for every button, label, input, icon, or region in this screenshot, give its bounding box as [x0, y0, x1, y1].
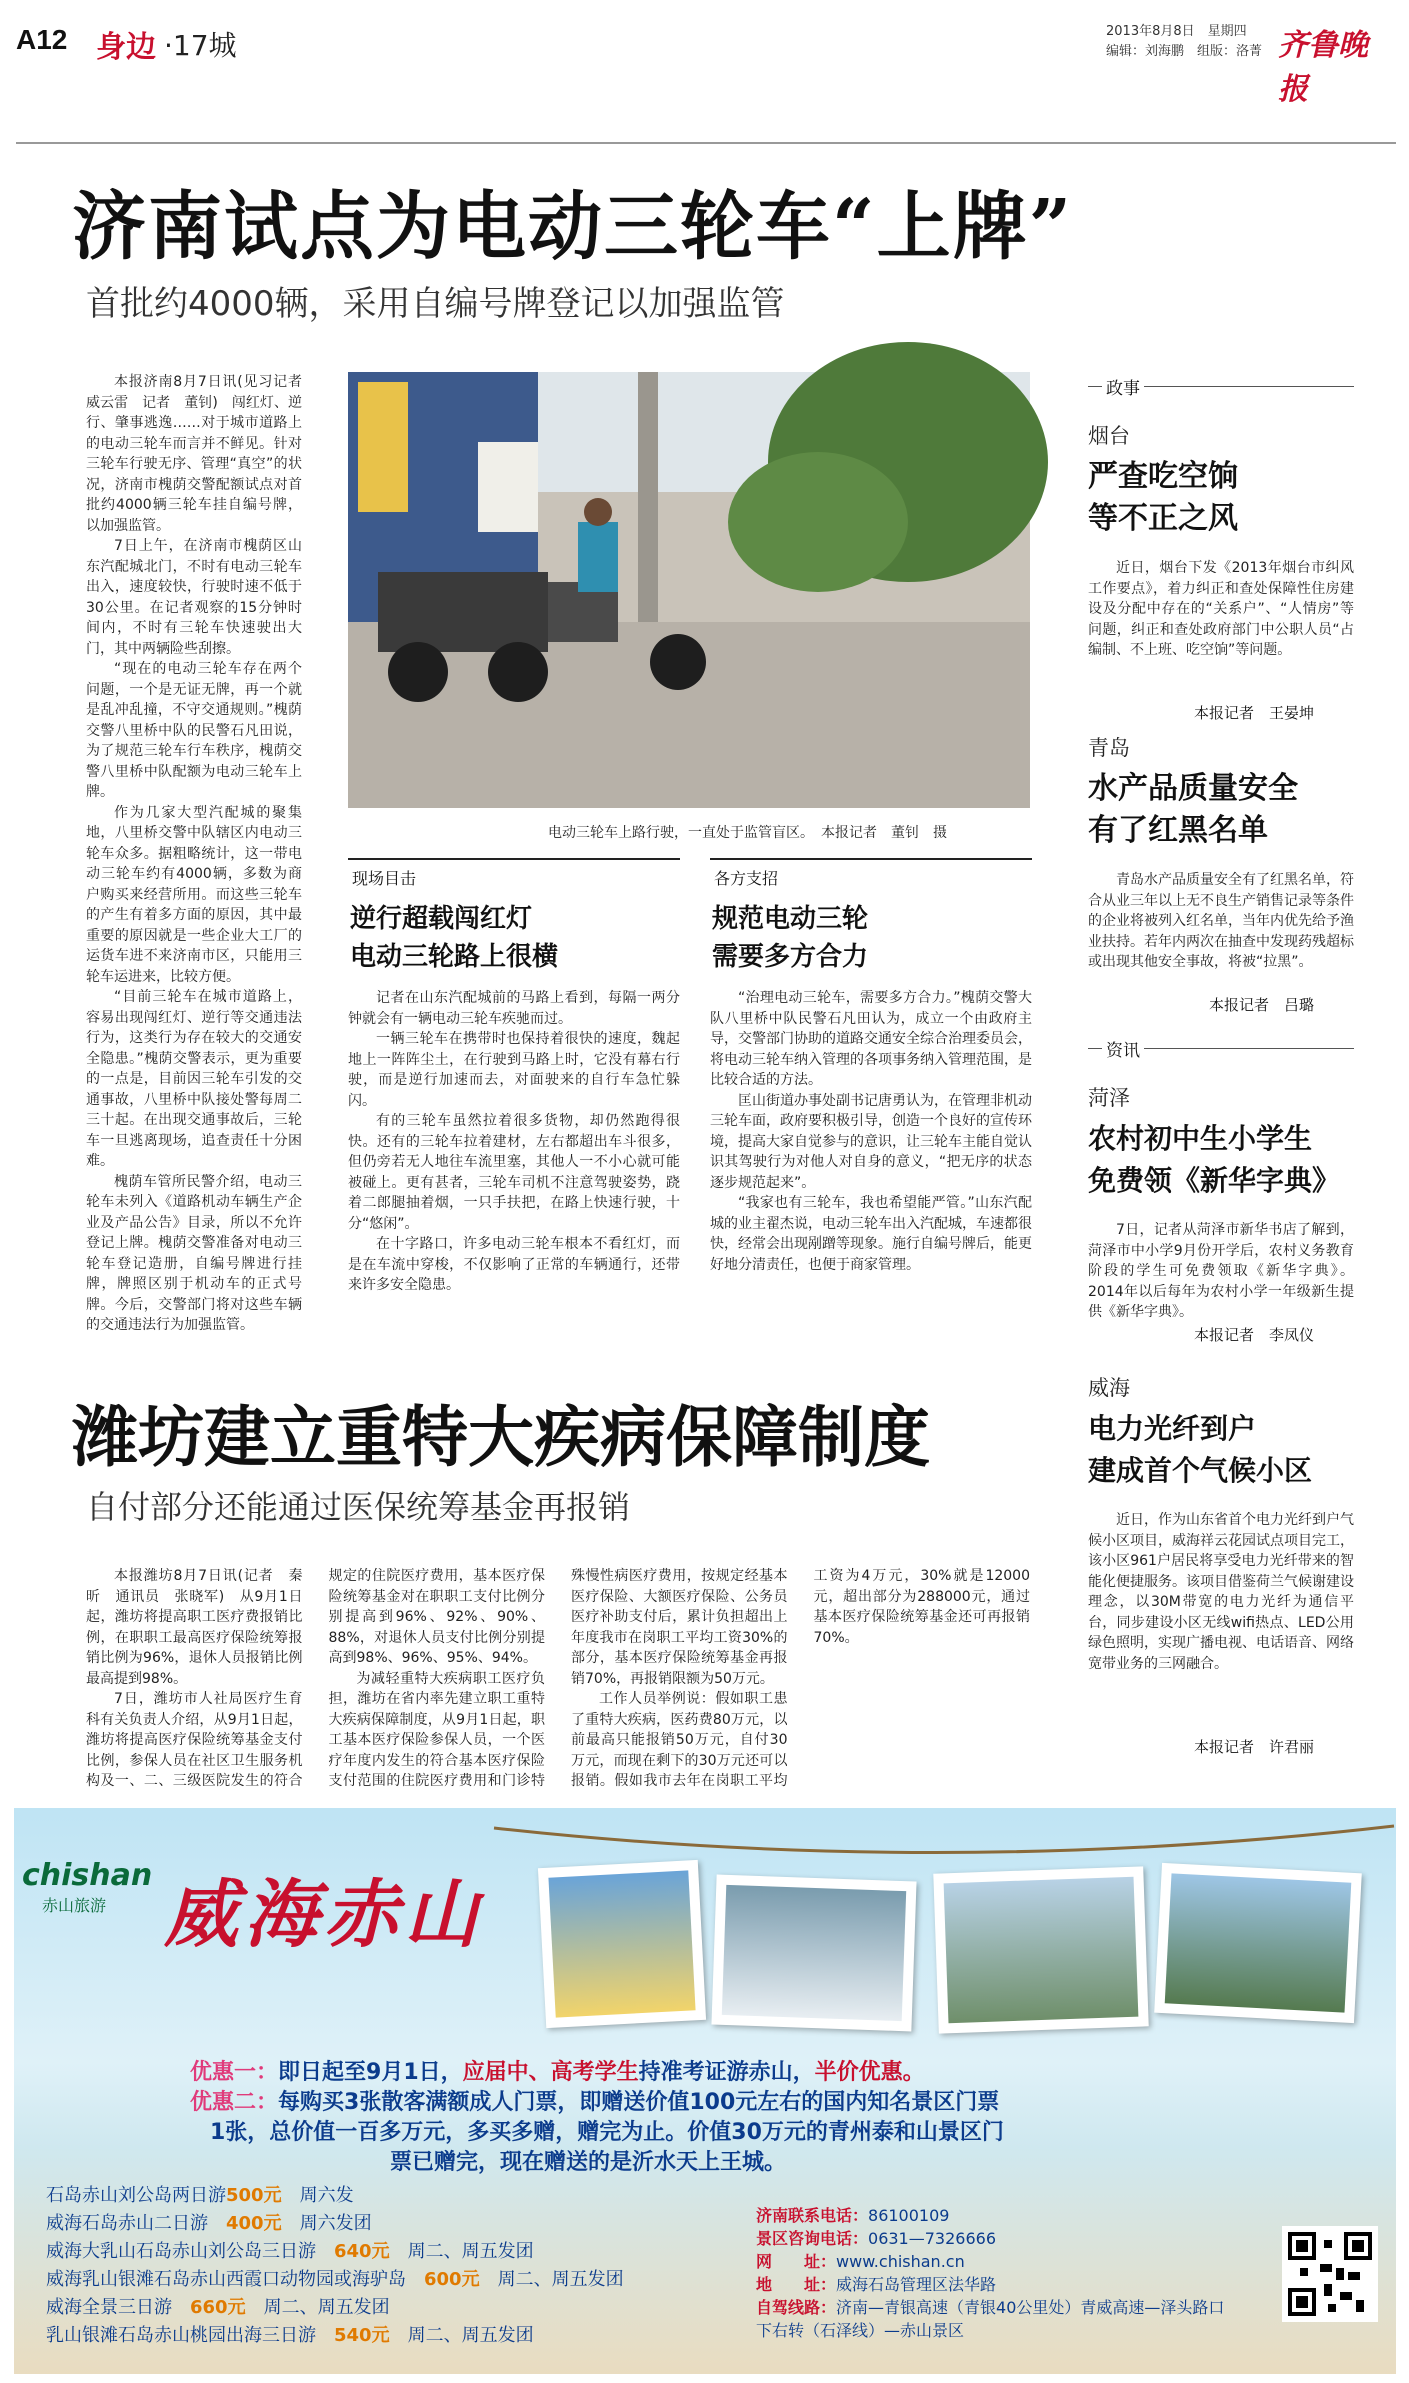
sidebar-item — [1088, 420, 1354, 723]
contact-value: 0631—7326666 — [868, 2229, 996, 2248]
photo-caption: 电动三轮车上路行驶，一直处于监管盲区。 本报记者 董钊 摄 — [548, 825, 947, 841]
promo2-line2: 1张，总价值一百多万元，多买多赠，赠完为止。价值30万元的青州泰和山景区门 — [210, 2120, 1004, 2145]
scene-body — [348, 988, 680, 1388]
brand-logo-text: chishan — [22, 1858, 153, 1893]
contact-value: 86100109 — [868, 2206, 950, 2225]
section-sub: ·17城 — [164, 29, 237, 62]
story1-body — [86, 372, 316, 1333]
list-item — [46, 2238, 746, 2266]
sidebar-section-politics: 政事 — [1102, 374, 1144, 399]
support-body — [710, 988, 1032, 1388]
tour-price: 660元 — [190, 2297, 246, 2318]
story2-headline: 潍坊建立重特大疾病保障制度 — [72, 1398, 930, 1476]
tour-price: 400元 — [226, 2213, 282, 2234]
issue-date: 2013年8月8日 星期四 — [1106, 24, 1247, 39]
contact-list — [756, 2204, 1226, 2342]
tour-name: 乳山银滩石岛赤山桃园出海三日游 — [46, 2325, 316, 2346]
tour-name: 石岛赤山刘公岛两日游 — [46, 2185, 226, 2206]
paragraph: “我家也有三轮车，我也希望能严管。”山东汽配城的业主翟杰说，电动三轮车出入汽配城，车速都很快，经常会出现剐蹭等现象。施行自编号牌后，能更好地分清责任，也便于商家管理。 — [710, 1195, 1032, 1273]
tour-name: 威海乳山银滩石岛赤山西霞口动物园或海驴岛 — [46, 2269, 406, 2290]
list-item — [756, 2250, 1226, 2273]
promo1-b: 应届中、高考学生 — [462, 2060, 639, 2085]
tour-name: 威海大乳山石岛赤山刘公岛三日游 — [46, 2241, 316, 2262]
tour-name: 威海石岛赤山二日游 — [46, 2213, 208, 2234]
tour-price: 600元 — [424, 2269, 480, 2290]
tour-price: 640元 — [334, 2241, 390, 2262]
tour-list — [46, 2182, 746, 2350]
paragraph: 工作人员举例说：假如职工患了重特大疾病，医药费80万元，以前最高只能报销50万元，自付30万元，而现在剩下的30万元还可以报销。假如我市去年在岗职工平均工资为4万元，30%就是12000元，超出部分为288000元，通过基本医疗保险统筹基金还可再报销70%。 — [571, 1568, 1030, 1789]
item-body — [1088, 1510, 1354, 1736]
page-number: A12 — [16, 24, 68, 55]
scene-section — [348, 858, 680, 1293]
promo1 — [190, 2058, 1120, 2088]
scene-title-line1: 逆行超载闯红灯 — [350, 904, 533, 934]
contact-label: 自驾线路： — [756, 2298, 837, 2317]
list-item — [46, 2210, 746, 2238]
tour-days: 周六发 — [299, 2185, 354, 2206]
story1-headline: 济南试点为电动三轮车“上牌” — [72, 184, 1074, 270]
story2-subhead: 自付部分还能通过医保统筹基金再报销 — [86, 1488, 631, 1526]
city-label: 烟台 — [1088, 424, 1130, 448]
list-item — [46, 2266, 746, 2294]
item-body-text: 青岛水产品质量安全有了红黑名单，符合从业三年以上无不良生产销售记录等条件的企业将被列入红名单，当年内优先给予渔业扶持。若年内两次在抽查中发现药残超标或出现其他安全事故，将被“拉黑”。 — [1088, 872, 1354, 970]
promo2 — [190, 2088, 1120, 2118]
item-title-line1: 农村初中生小学生 — [1088, 1122, 1313, 1155]
editors: 编辑：刘海鹏 组版：洛菁 — [1106, 44, 1263, 59]
tour-price: 500元 — [226, 2185, 282, 2206]
paragraph: 本报潍坊8月7日讯(记者 秦昕 通讯员 张晓军) 从9月1日起，潍坊将提高职工医疗费报销比例，在职职工最高医疗保险统筹报销比例为96%，退休人员报销比例最高提到98%。 — [86, 1568, 303, 1687]
story1-subhead: 首批约4000辆，采用自编号牌登记以加强监管 — [86, 284, 785, 324]
photo-temple — [1154, 1863, 1362, 2023]
list-item — [46, 2322, 746, 2350]
contact-label: 地 址： — [756, 2275, 837, 2294]
page-header — [16, 20, 1396, 107]
item-title-line2: 免费领《新华字典》 — [1088, 1164, 1341, 1197]
contact-label: 济南联系电话： — [756, 2206, 869, 2225]
promo1-label: 优惠一： — [190, 2060, 279, 2085]
contact-value: 济南—青银高速（青银40公里处）青威高速—泽头路口下右转（石泽线）—赤山景区 — [756, 2298, 1225, 2340]
tourism-ad — [14, 1808, 1396, 2374]
item-title-line1: 电力光纤到户 — [1088, 1412, 1257, 1445]
list-item — [756, 2296, 1226, 2342]
city-label: 威海 — [1088, 1376, 1130, 1400]
paragraph: 记者在山东汽配城前的马路上看到，每隔一两分钟就会有一辆电动三轮车疾驰而过。 — [348, 990, 680, 1027]
paragraph: 匡山街道办事处副书记唐勇认为，在管理非机动三轮车面，政府要积极引导，创造一个良好的宣传环境，提高大家自觉参与的意识，让三轮车主能自觉认识其驾驶行为对他人对自身的意义，“把无序的状态逐步规范起来”。 — [710, 1092, 1032, 1191]
tour-days: 周二、周五发团 — [497, 2269, 624, 2290]
paragraph: 为减轻重特大疾病职工医疗负担，潍坊在省内率先建立职工重特大疾病保障制度，从9月1日起，职工基本医疗保险参保人员，一个医疗年度内发生的符合基本医疗保险支付范围的住院医疗费用和门诊特殊慢性病医疗费用，按规定经基本医疗保险、大额医疗保险、公务员医疗补助支付后，累计负担超出上年度我市在岗职工平均工资30%的部分，基本医疗保险统筹基金再报销70%，再报销限额为50万元。 — [328, 1568, 788, 1789]
contact-value: www.chishan.cn — [836, 2252, 965, 2271]
support-title-line1: 规范电动三轮 — [712, 904, 869, 934]
promo1-d: 半价优惠。 — [814, 2060, 925, 2085]
item-body — [1088, 1220, 1354, 1324]
paragraph: 槐荫车管所民警介绍，电动三轮车未列入《道路机动车辆生产企业及产品公告》目录，所以不允许登记上牌。槐荫交警准备对电动三轮车登记造册，自编号牌进行挂牌，牌照区别于机动车的正式号牌。今后，交警部门将对这些车辆的交通违法行为加强监管。 — [86, 1173, 302, 1333]
ad-title: 威海赤山 — [164, 1872, 484, 1958]
item-title-line2: 建成首个气候小区 — [1088, 1454, 1313, 1487]
item-byline: 本报记者 李凤仪 — [1193, 1326, 1314, 1344]
paragraph: 在十字路口，许多电动三轮车根本不看红灯，而是在车流中穿梭，不仅影响了正常的车辆通行，还带来许多安全隐患。 — [348, 1236, 680, 1293]
paper-logo: 齐鲁晚报 — [1278, 28, 1368, 107]
contact-label: 网 址： — [756, 2252, 837, 2271]
tour-name: 威海全景三日游 — [46, 2297, 172, 2318]
photo-kids-beach — [538, 1860, 706, 2028]
list-item — [46, 2182, 746, 2210]
tour-days: 周六发团 — [299, 2213, 372, 2234]
city-label: 青岛 — [1088, 736, 1130, 760]
qr-code-graphic — [1288, 2232, 1372, 2316]
contact-label: 景区咨询电话： — [756, 2229, 869, 2248]
item-title-line1: 严查吃空饷 — [1088, 459, 1238, 494]
item-body — [1088, 870, 1354, 994]
paragraph: 7日上午，在济南市槐荫区山东汽配城北门，不时有电动三轮车出入，速度较快，行驶时速不低于30公里。在记者观察的15分钟时间内，不时有三轮车快速驶出大门，其中两辆险些刮擦。 — [86, 538, 302, 657]
item-byline: 本报记者 许君丽 — [1193, 1738, 1314, 1756]
tricycle-photo-illustration — [348, 372, 1030, 808]
header-rule — [16, 142, 1396, 144]
list-item — [756, 2204, 1226, 2227]
promo2-line1: 每购买3张散客满额成人门票，即赠送价值100元左右的国内知名景区门票 — [278, 2090, 1000, 2115]
item-byline: 本报记者 吕璐 — [1208, 996, 1314, 1014]
scene-title-line2: 电动三轮路上很横 — [350, 942, 559, 972]
brand-name: 赤山旅游 — [42, 1896, 107, 1915]
photo-waves — [711, 1875, 916, 2032]
item-byline: 本报记者 王晏坤 — [1193, 704, 1314, 722]
item-body-text: 7日，记者从菏泽市新华书店了解到，菏泽市中小学9月份开学后，农村义务教育阶段的学生可免费领取《新华字典》。2014年以后每年为农村小学一年级新生提供《新华字典》。 — [1088, 1222, 1354, 1320]
support-title-line2: 需要多方合力 — [712, 942, 869, 972]
support-section — [710, 858, 1032, 1273]
item-body-text: 近日，烟台下发《2013年烟台市纠风工作要点》，着力纠正和查处保障性住房建设及分配中存在的“关系户”、“人情房”等问题，纠正和查处政府部门中公职人员“占编制、不上班、吃空饷”等问题。 — [1088, 560, 1354, 658]
city-label: 菏泽 — [1088, 1086, 1130, 1110]
paragraph: “治理电动三轮车，需要多方合力。”槐荫交警大队八里桥中队民警石凡田认为，成立一个由政府主导，交警部门协助的道路交通安全综合治理委员会，将电动三轮车纳入管理的各项事务纳入管理范围，是比较合适的方法。 — [710, 990, 1032, 1088]
section-name: 身边 — [96, 30, 156, 65]
tricycle-photo — [348, 372, 1030, 808]
item-title-line2: 等不正之风 — [1088, 501, 1238, 536]
paragraph: 作为几家大型汽配城的聚集地，八里桥交警中队辖区内电动三轮车众多。据粗略统计，这一带电动三轮车约有4000辆，多数为商户购买来经营所用。而这些三轮车的产生有着多方面的原因，其中最重要的原因就是一些企业大工厂的运货车进不来济南市区，只能用三轮车运进来，比较方便。 — [86, 804, 302, 985]
contact-value: 威海石岛管理区法华路 — [836, 2275, 997, 2294]
promo1-c: 持准考证游赤山， — [638, 2060, 815, 2085]
tour-days: 周二、周五发团 — [407, 2241, 534, 2262]
paragraph: “目前三轮车在城市道路上，容易出现闯红灯、逆行等交通违法行为，这类行为存在较大的交通安全隐患。”槐荫交警表示，更为重要的一点是，目前因三轮车引发的交通事故，八里桥中队接处警每周二三十起。在出现交通事故后，三轮车一旦逃离现场，追查责任十分困难。 — [86, 989, 302, 1169]
item-title-line2: 有了红黑名单 — [1088, 813, 1268, 848]
tour-price: 540元 — [334, 2325, 390, 2346]
paragraph: 有的三轮车虽然拉着很多货物，却仍然跑得很快。还有的三轮车拉着建材，左右都超出车斗很多，但仍旁若无人地往车流里塞，其他人一不小心就可能被碰上。更有甚者，三轮车司机不注意驾驶姿势，跷着二郎腿抽着烟，一只手扶把，在路上快速行驶，十分“悠闲”。 — [348, 1113, 680, 1232]
paragraph: 7日，潍坊市人社局医疗生育科有关负责人介绍，从9月1日起，潍坊将提高医疗保险统筹基金支付比例，参保人员在社区卫生服务机构及一、二、三级医院发生的符合规定的住院医疗费用，基本医疗保险统筹基金对在职职工支付比例分别提高到96%、92%、90%、88%，对退休人员支付比例分别提高到98%、96%、95%、94%。 — [86, 1568, 545, 1789]
promo2-line3: 票已赠完，现在赠送的是沂水天上王城。 — [390, 2150, 787, 2175]
scene-tag: 现场目击 — [348, 858, 680, 889]
sidebar-item — [1088, 1082, 1354, 1345]
brand-logo — [22, 1858, 153, 1916]
paragraph: 本报济南8月7日讯(见习记者 威云雷 记者 董钊) 闯红灯、逆行、肇事逃逸……对于城市道路上的电动三轮车而言并不鲜见。针对三轮车行驶无序、管理“真空”的状况，济南市槐荫交警配额试点对首批约4000辆三轮车挂自编号牌，以加强监管。 — [86, 374, 316, 534]
item-body — [1088, 558, 1354, 702]
photo-bridge — [933, 1866, 1148, 2033]
sidebar — [1088, 360, 1354, 1780]
promo-block — [190, 2058, 1120, 2178]
support-tag: 各方支招 — [710, 858, 1032, 889]
item-body-text: 近日，作为山东省首个电力光纤到户气候小区项目，威海祥云花园试点项目完工，该小区961户居民将享受电力光纤带来的智能化便捷服务。该项目借鉴荷兰气候谢建设理念，以30M带宽的电力光纤为通信平台，同步建设小区无线wifi热点、LED公用绿色照明，实现广播电视、电话语音、网络宽带业务的三网融合。 — [1088, 1512, 1354, 1672]
list-item — [756, 2227, 1226, 2250]
paragraph: “现在的电动三轮车存在两个问题，一个是无证无牌，再一个就是乱冲乱撞，不守交通规则。”槐荫交警八里桥中队的民警石凡田说，为了规范三轮车行车秩序，槐荫交警八里桥中队配额为电动三轮车上牌。 — [86, 661, 302, 800]
qr-code — [1282, 2226, 1378, 2322]
list-item — [46, 2294, 746, 2322]
promo2-label: 优惠二： — [190, 2090, 279, 2115]
list-item — [756, 2273, 1226, 2296]
paragraph: 一辆三轮车在携带时也保持着很快的速度，魏起地上一阵阵尘土，在行驶到马路上时，它没有幕右行驶，而是逆行加速而去，对面驶来的自行车急忙躲闪。 — [348, 1031, 680, 1109]
tour-days: 周二、周五发团 — [407, 2325, 534, 2346]
story2-body — [86, 1566, 1030, 1792]
sidebar-item — [1088, 1372, 1354, 1757]
sidebar-section-news: 资讯 — [1102, 1036, 1144, 1061]
sidebar-item — [1088, 732, 1354, 1015]
tour-days: 周二、周五发团 — [263, 2297, 390, 2318]
item-title-line1: 水产品质量安全 — [1088, 771, 1298, 806]
promo1-a: 即日起至9月1日， — [278, 2060, 463, 2085]
